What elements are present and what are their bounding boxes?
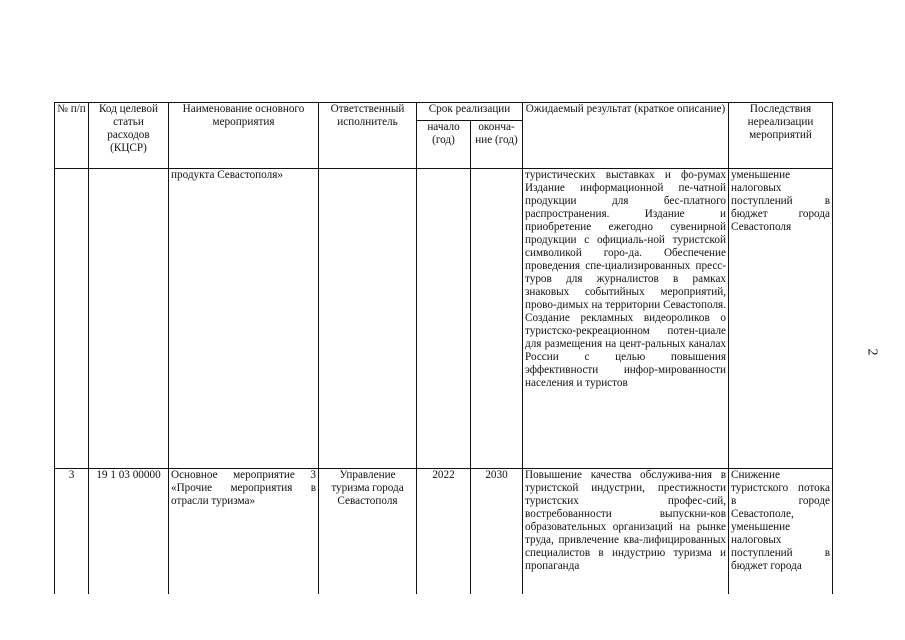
cell-num: 3 <box>55 469 89 609</box>
cell-result: туристических выставках и фо-румах Издание информационной пе-чатной продукции для бес-платного распространения. Издание и приобретение ежегодно сувенирной продукции с официаль-ной туристской символикой горо-да. Обеспечение проведения спе-циализированных пресс-туров для журналистов в рамках знаковых событийных мероприятий, прово-димых на территории Севастополя. Создание рекламных видеороликов о туристско-рекреационном потен-циале для размещения на цент-ральных каналах России с целью повышения эффективности инфор-мированности населения и туристов <box>523 169 729 469</box>
table-row <box>55 469 833 609</box>
cell-start: 2022 <box>417 469 471 609</box>
header-term: Срок реализации <box>417 103 523 121</box>
cell-name: Основное мероприятие 3 «Прочие мероприятия в отрасли туризма» <box>169 469 319 609</box>
cell-conseq: уменьшение налоговых поступлений в бюджет города Севастополя <box>729 169 833 469</box>
header-result: Ожидаемый результат (краткое описание) <box>523 103 729 169</box>
page-bottom-margin <box>54 594 864 640</box>
header-start: начало (год) <box>417 121 471 169</box>
page-number: 2 <box>864 348 880 356</box>
measures-table <box>54 102 833 609</box>
table-header-row <box>55 103 833 121</box>
cell-exec: Управление туризма города Севастополя <box>319 469 417 609</box>
header-name: Наименование основного мероприятия <box>169 103 319 169</box>
cell-result: Повышение качества обслужива-ния в туристской индустрии, престижности туристских профес-сий, востребованности выпускни-ков образовательных организаций на рынке труда, привлечение ква-лифицированных специалистов в индустрию туризма и пропаганда <box>523 469 729 609</box>
cell-name: продукта Севастополя» <box>169 169 319 469</box>
table-row <box>55 169 833 469</box>
cell-code: 19 1 03 00000 <box>89 469 169 609</box>
header-exec: Ответственный исполнитель <box>319 103 417 169</box>
header-code: Код целевой статьи расходов (КЦСР) <box>89 103 169 169</box>
header-conseq: Последствия нереализации мероприятий <box>729 103 833 169</box>
header-end: оконча-ние (год) <box>471 121 523 169</box>
cell-end: 2030 <box>471 469 523 609</box>
cell-conseq: Снижение туристского потока в городе Севастополе, уменьшение налоговых поступлений в бюджет города <box>729 469 833 609</box>
header-num: № п/п <box>55 103 89 169</box>
